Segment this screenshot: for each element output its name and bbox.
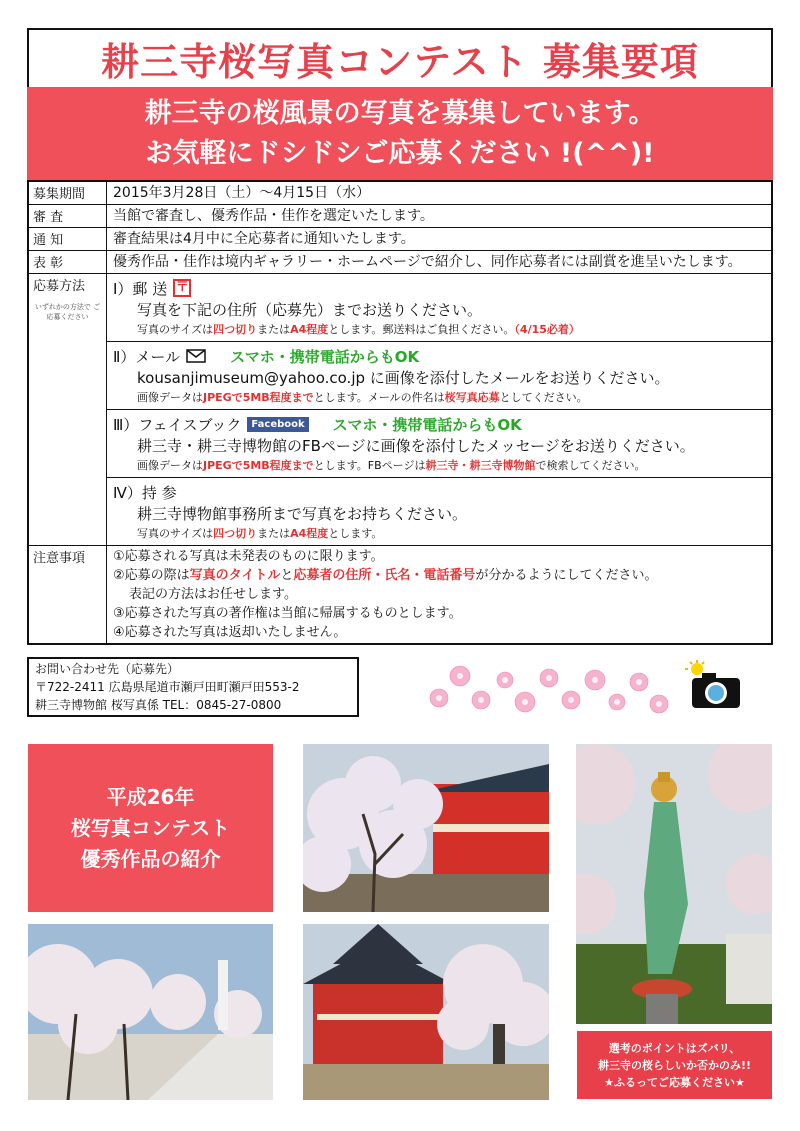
info-label: 通 知	[29, 228, 107, 250]
announcement-banner	[27, 87, 773, 180]
method-email-note: スマホ・携帯電話からもOK	[230, 347, 420, 366]
info-label: 表 彰	[29, 251, 107, 273]
contact-phone: 耕三寺博物館 桜写真係 TEL：0845-27-0800	[35, 698, 282, 712]
facebook-badge-icon: Facebook	[247, 417, 308, 432]
method-bring-head: Ⅳ）持 参	[113, 483, 177, 502]
method-bring	[107, 478, 771, 545]
info-value: 優秀作品・佳作は境内ギャラリー・ホームページで紹介し、同作応募者には副賞を進呈いたします。	[113, 254, 742, 270]
method-facebook-text: 耕三寺・耕三寺博物館のFBページに画像を添付したメッセージをお送りください。	[137, 437, 695, 455]
camera-icon	[684, 660, 744, 710]
note-item: ①応募される写真は未発表のものに限ります。	[113, 549, 384, 564]
page-title: 耕三寺桜写真コンテスト 募集要項	[101, 40, 699, 84]
envelope-icon	[186, 349, 206, 363]
info-value: 当館で審査し、優秀作品・佳作を選定いたします。	[113, 208, 434, 224]
banner-line-2: お気軽にドシドシご応募ください !(^^)!	[145, 137, 655, 169]
info-row-award	[29, 251, 771, 274]
title-box	[27, 28, 773, 87]
method-email	[107, 342, 771, 410]
method-facebook-note: スマホ・携帯電話からもOK	[332, 415, 522, 434]
note-item: ②応募の際は写真のタイトルと応募者の住所・氏名・電話番号が分かるようにしてください。	[113, 568, 658, 583]
selection-callout	[577, 1031, 772, 1099]
promo-line-1: 平成26年	[106, 784, 195, 809]
note-item: ④応募された写真は返却いたしません。	[113, 625, 347, 640]
callout-line-1: 選考のポイントはズバリ、	[608, 1041, 741, 1055]
info-value: 2015年3月28日（土）～4月15日（水）	[113, 185, 371, 201]
info-value: 審査結果は4月中に全応募者に通知いたします。	[113, 231, 415, 247]
postal-mark-icon: 〒	[173, 279, 191, 297]
apply-label-note: いずれかの方法で ご応募ください	[34, 303, 101, 321]
photo-red-pagoda	[303, 924, 549, 1100]
promo-line-2: 桜写真コンテスト	[70, 815, 231, 840]
method-mail	[107, 274, 771, 342]
method-email-note-small: 画像データはJPEGで5MB程度までとします。メールの件名は桜写真応募としてください。	[137, 391, 588, 404]
note-item: 表記の方法はお任せします。	[129, 587, 297, 602]
method-facebook-note-small: 画像データはJPEGで5MB程度までとします。FBページは耕三寺・耕三寺博物館で検索してください。	[137, 459, 646, 472]
method-mail-note: 写真のサイズは四つ切りまたはA4程度とします。郵送料はご負担ください。（4/15必着）	[137, 323, 580, 336]
method-bring-note: 写真のサイズは四つ切りまたはA4程度とします。	[137, 527, 383, 540]
contact-box	[27, 657, 359, 717]
method-facebook-head: Ⅲ）フェイスブック	[113, 415, 242, 434]
photo-temple-sakura	[303, 744, 549, 912]
callout-line-2: 耕三寺の桜らしいか否かのみ!!	[597, 1058, 752, 1072]
apply-section	[29, 274, 771, 546]
sakura-flowers-icon	[425, 660, 673, 718]
banner-line-1: 耕三寺の桜風景の写真を募集しています。	[144, 97, 656, 129]
method-bring-text: 耕三寺博物館事務所まで写真をお持ちください。	[137, 505, 468, 523]
method-mail-head: Ⅰ）郵 送	[113, 279, 168, 298]
note-item: ③応募された写真の著作権は当館に帰属するものとします。	[113, 606, 462, 621]
method-facebook	[107, 410, 771, 478]
info-label: 募集期間	[29, 182, 107, 204]
promo-line-3: 優秀作品の紹介	[80, 846, 221, 871]
callout-line-3: ★ふるってご応募ください★	[604, 1075, 745, 1089]
info-label: 審 査	[29, 205, 107, 227]
info-row-period	[29, 182, 771, 205]
notes-list	[107, 546, 771, 643]
contact-address: 〒722-2411 広島県尾道市瀬戸田町瀬戸田553-2	[35, 680, 300, 694]
method-email-text: kousanjimuseum@yahoo.co.jp に画像を添付したメールをお送りください。	[137, 369, 670, 387]
method-mail-text: 写真を下記の住所（応募先）までお送りください。	[137, 301, 483, 319]
apply-methods	[107, 274, 771, 545]
notes-section	[29, 546, 771, 643]
apply-label-cell	[29, 274, 107, 545]
info-table	[27, 180, 773, 645]
notes-label: 注意事項	[29, 546, 107, 643]
email-address-link[interactable]: kousanjimuseum@yahoo.co.jp	[137, 369, 366, 387]
apply-label: 応募方法	[33, 279, 86, 294]
info-row-notice	[29, 228, 771, 251]
photo-cherry-path	[28, 924, 273, 1100]
contact-heading: お問い合わせ先（応募先）	[35, 662, 180, 676]
promo-box	[28, 744, 273, 912]
photo-kannon-statue	[576, 744, 772, 1024]
method-email-head: Ⅱ）メール	[113, 347, 181, 366]
info-row-judging	[29, 205, 771, 228]
